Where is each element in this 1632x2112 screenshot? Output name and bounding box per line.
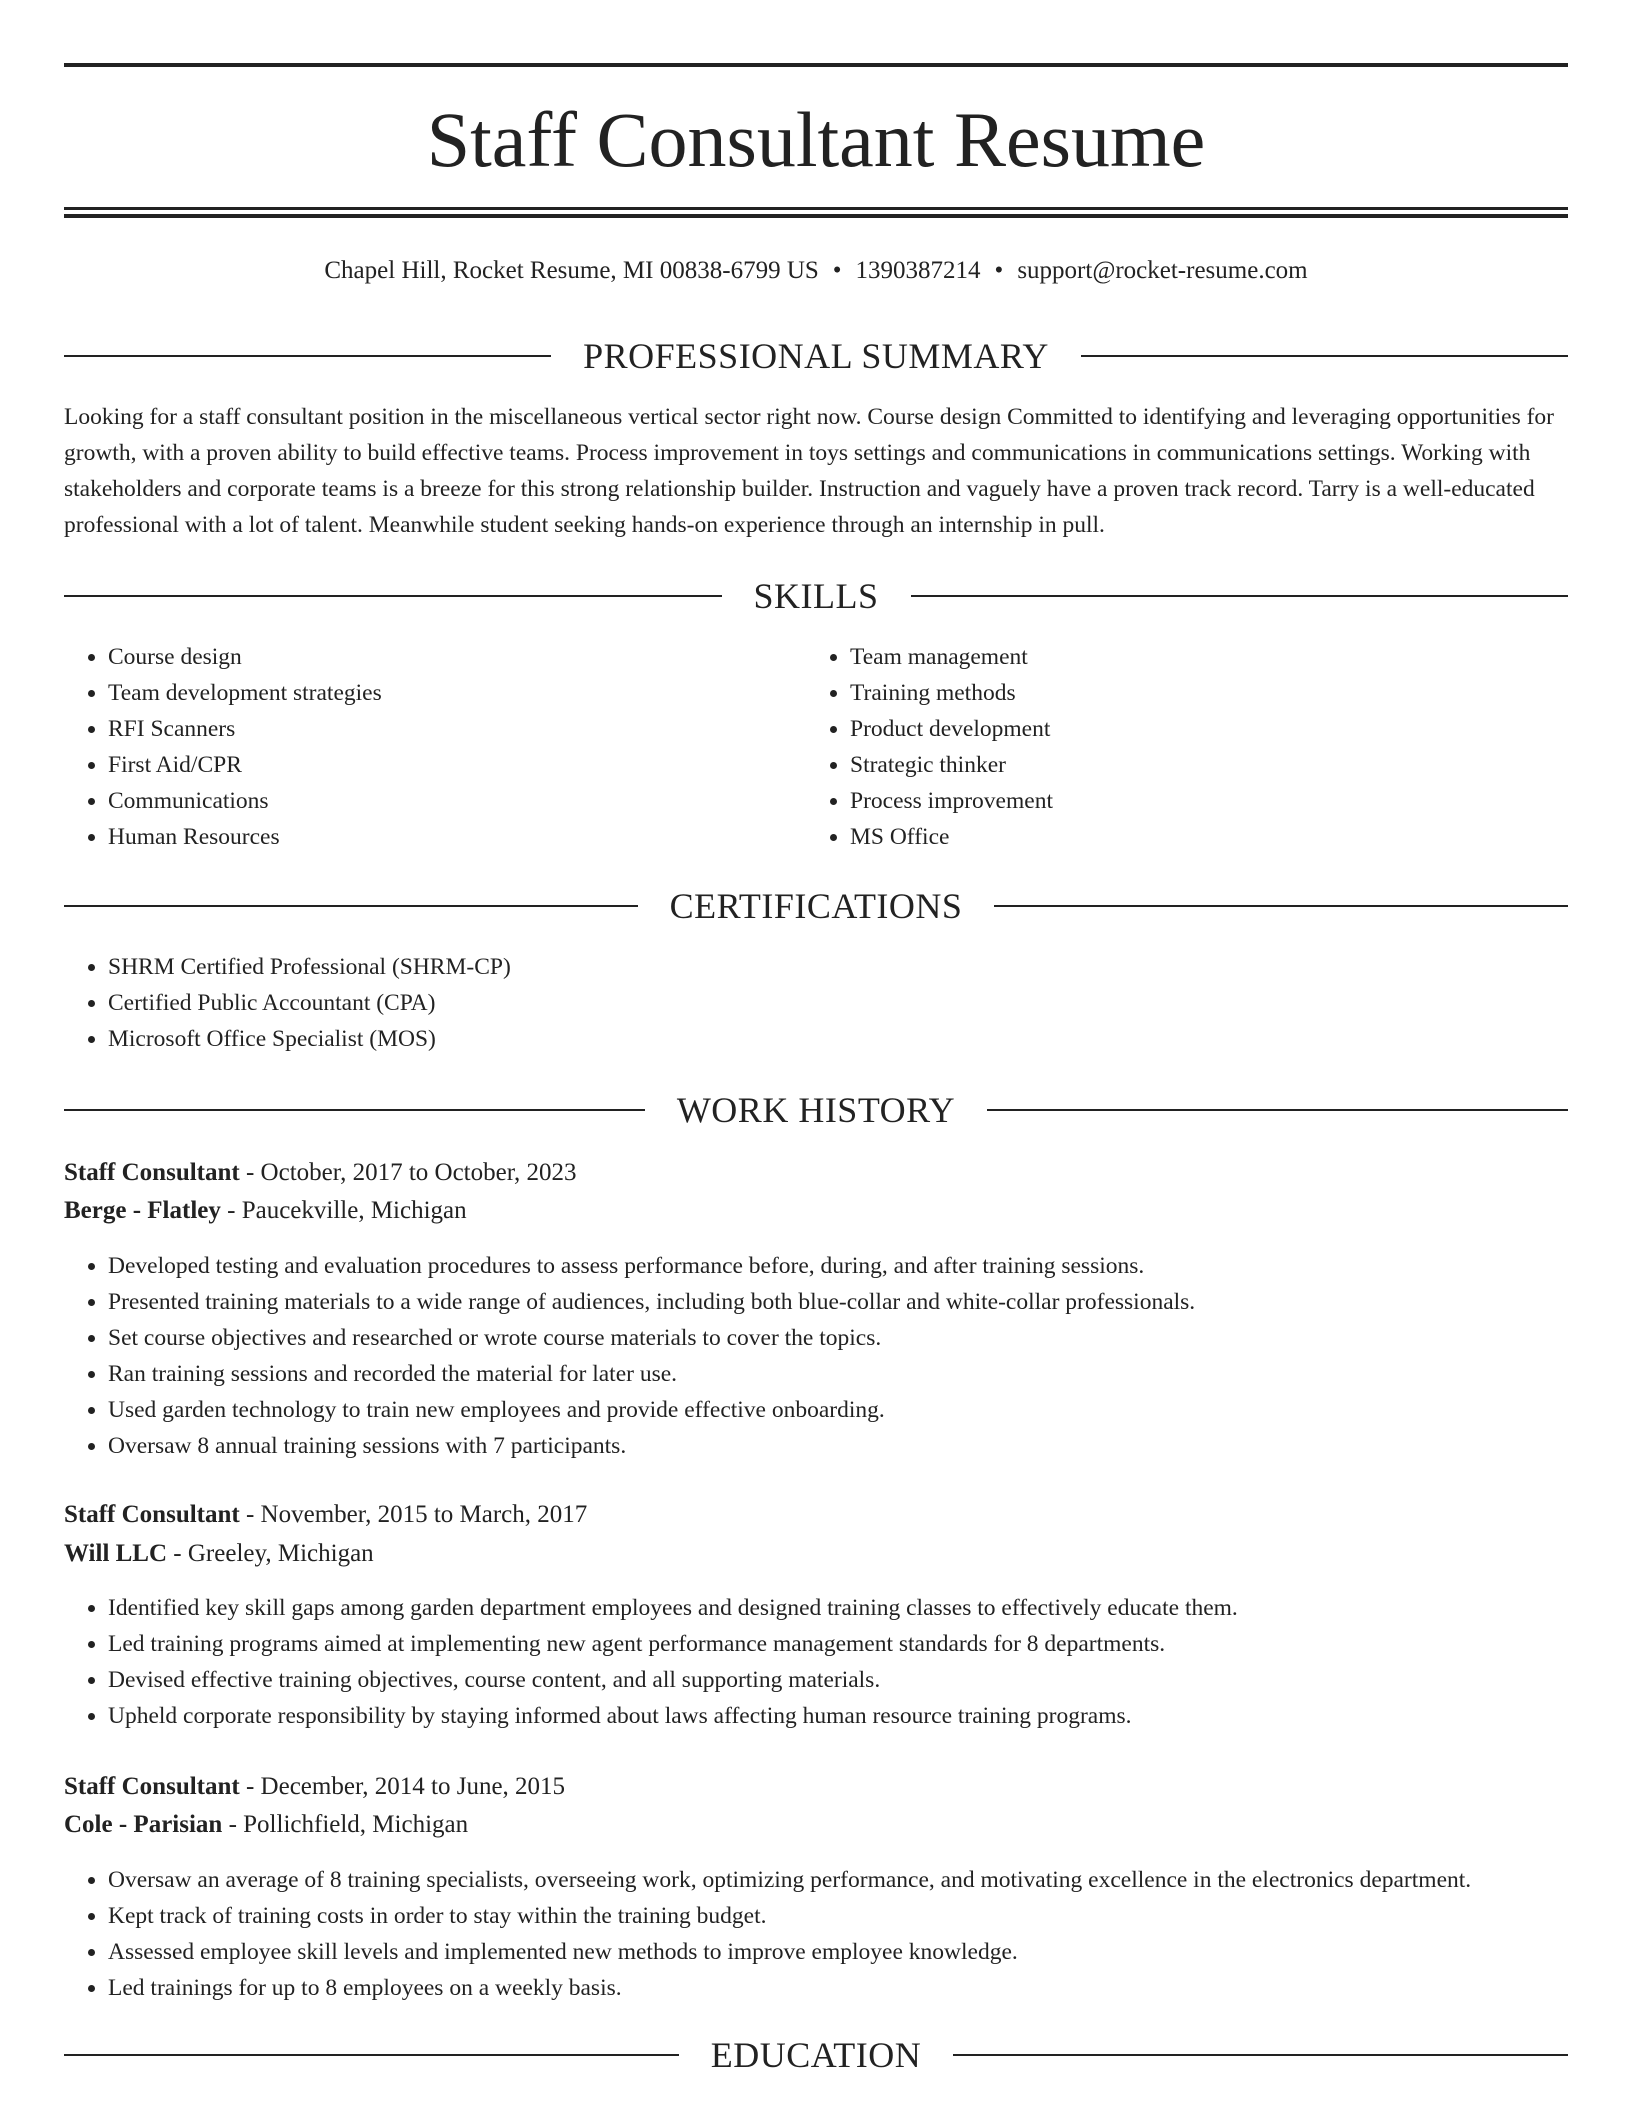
job-title: Staff Consultant [64, 1773, 240, 1800]
contact-email[interactable]: support@rocket-resume.com [1017, 257, 1308, 284]
section-heading-summary [64, 334, 1568, 378]
heading-rule [64, 355, 551, 357]
heading-rule [64, 1109, 645, 1111]
job-title-line [64, 1154, 1568, 1192]
heading-rule [987, 1109, 1568, 1111]
job-bullet: • Devised effective training objectives, course content, and all supporting materials. [108, 1662, 1628, 1698]
skill-item: • Human Resources [108, 819, 808, 855]
job-bullet: • Identified key skill gaps among garden department employees and designed training classes to effectively educate them. [108, 1590, 1628, 1626]
contact-address: Chapel Hill, Rocket Resume, MI 00838-6799 US [324, 257, 819, 284]
job-title: Staff Consultant [64, 1501, 240, 1528]
heading-rule [994, 905, 1568, 907]
heading-rule [1081, 355, 1568, 357]
heading-rule [64, 905, 638, 907]
heading-rule [64, 2054, 679, 2056]
contact-separator: • [994, 257, 1004, 284]
skills-list-left [64, 639, 808, 855]
job-bullet: • Oversaw 8 annual training sessions with 7 participants. [108, 1428, 1628, 1464]
job-bullet: • Led trainings for up to 8 employees on a weekly basis. [108, 1970, 1632, 2006]
job-company-line [64, 1192, 1568, 1230]
job-bullet: • Upheld corporate responsibility by staying informed about laws affecting human resource training programs. [108, 1698, 1628, 1734]
skill-item: • Process improvement [850, 783, 1550, 819]
skill-item: • Product development [850, 711, 1550, 747]
certification-item: • SHRM Certified Professional (SHRM-CP) [108, 949, 1508, 985]
job-bullets [64, 1862, 1632, 2006]
job-bullet: • Developed testing and evaluation procedures to assess performance before, during, and after training sessions. [108, 1248, 1628, 1284]
certifications-list [64, 949, 1508, 1057]
job-company-line [64, 1806, 1568, 1844]
job-company-line [64, 1535, 1568, 1573]
skill-item: • MS Office [850, 819, 1550, 855]
skill-item: • Team management [850, 639, 1550, 675]
heading-rule [911, 595, 1569, 597]
job-bullet: • Led training programs aimed at implementing new agent performance management standards for 8 departments. [108, 1626, 1628, 1662]
section-heading-certifications [64, 884, 1568, 928]
job-bullet: • Assessed employee skill levels and implemented new methods to improve employee knowledge. [108, 1934, 1632, 1970]
job-bullet: • Ran training sessions and recorded the material for later use. [108, 1356, 1628, 1392]
job-bullet: • Used garden technology to train new employees and provide effective onboarding. [108, 1392, 1628, 1428]
section-title: PROFESSIONAL SUMMARY [583, 336, 1049, 376]
section-title: CERTIFICATIONS [669, 886, 963, 926]
heading-rule [953, 2054, 1568, 2056]
job-bullet: • Oversaw an average of 8 training specialists, overseeing work, optimizing performance, and motivating excellence in the electronics department. [108, 1862, 1632, 1898]
job-company: Cole - Parisian [64, 1811, 223, 1838]
top-rule [64, 63, 1568, 67]
job-company: Will LLC [64, 1540, 168, 1567]
skill-item: • RFI Scanners [108, 711, 808, 747]
job-bullet: • Kept track of training costs in order to stay within the training budget. [108, 1898, 1632, 1934]
section-heading-education [64, 2033, 1568, 2077]
contact-separator: • [832, 257, 842, 284]
job-dates: - November, 2015 to March, 2017 [239, 1501, 588, 1528]
job-bullets [64, 1590, 1628, 1734]
job-title: Staff Consultant [64, 1159, 240, 1186]
job-location: - Greeley, Michigan [167, 1540, 374, 1567]
section-title: WORK HISTORY [676, 1090, 956, 1130]
skill-item: • Team development strategies [108, 675, 808, 711]
job-title-line [64, 1496, 1568, 1534]
job-bullet: • Presented training materials to a wide range of audiences, including both blue-collar and white-collar professionals. [108, 1284, 1628, 1320]
title-rule-lower [64, 214, 1568, 218]
summary-text: Looking for a staff consultant position in the miscellaneous vertical sector right now. Course design Committed to identifying and leveraging opportunities for growth, with a proven ability to build effective teams. Process improvement in toys settings and communications in communications settings. Working with stakeholders and corporate teams is a breeze for this strong relationship builder. Instruction and vaguely have a proven track record. Tarry is a well-educated professional with a lot of talent. Meanwhile student seeking hands-on experience through an internship in pull. [64, 404, 1554, 538]
skill-item: • Course design [108, 639, 808, 675]
skill-item: • Strategic thinker [850, 747, 1550, 783]
job-bullets [64, 1248, 1628, 1464]
job-title-line [64, 1768, 1568, 1806]
section-title: EDUCATION [710, 2035, 922, 2075]
certification-item: • Certified Public Accountant (CPA) [108, 985, 1508, 1021]
certification-item: • Microsoft Office Specialist (MOS) [108, 1021, 1508, 1057]
contact-phone: 1390387214 [855, 257, 981, 284]
resume-title: Staff Consultant Resume [426, 96, 1206, 183]
section-heading-skills [64, 574, 1568, 618]
skill-item: • First Aid/CPR [108, 747, 808, 783]
job-bullet: • Set course objectives and researched or wrote course materials to cover the topics. [108, 1320, 1628, 1356]
job-location: - Paucekville, Michigan [220, 1197, 467, 1224]
heading-rule [64, 595, 722, 597]
job-dates: - December, 2014 to June, 2015 [239, 1773, 566, 1800]
job-dates: - October, 2017 to October, 2023 [239, 1159, 577, 1186]
skill-item: • Training methods [850, 675, 1550, 711]
section-title: SKILLS [753, 576, 879, 616]
skills-list-right [806, 639, 1550, 855]
job-company: Berge - Flatley [64, 1197, 221, 1224]
contact-line [0, 254, 1632, 288]
title-rule-upper [64, 207, 1568, 210]
section-heading-work-history [64, 1088, 1568, 1132]
job-location: - Pollichfield, Michigan [222, 1811, 469, 1838]
skill-item: • Communications [108, 783, 808, 819]
